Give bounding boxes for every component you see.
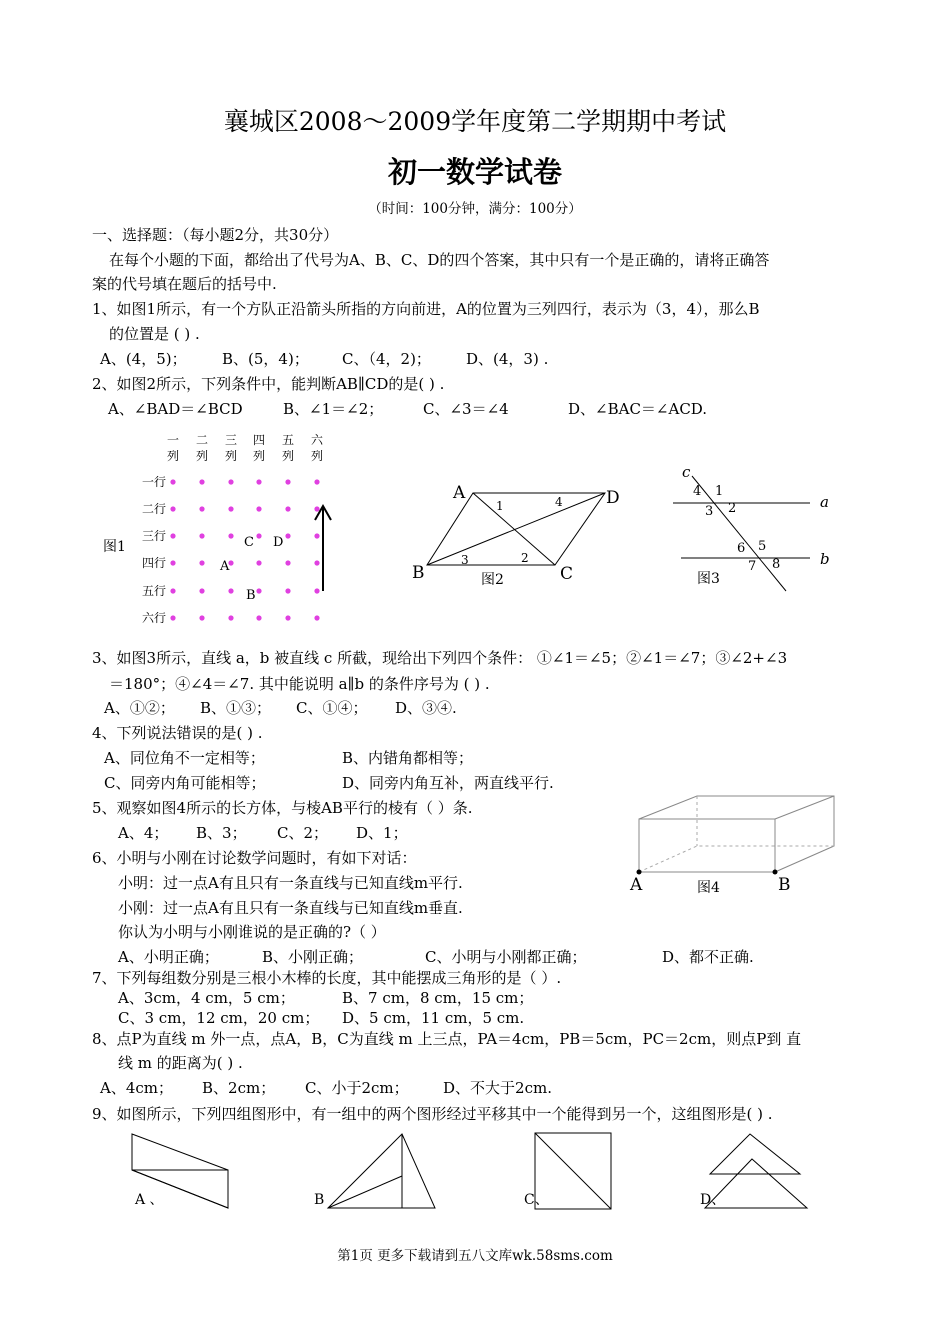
q6-option-c: C、小明与小刚都正确； [425, 948, 587, 966]
q1-option-a: A、(4，5)； [100, 350, 187, 368]
exam-title-line1: 襄城区2008～2009学年度第二学期期中考试 [223, 107, 727, 136]
q6-question: 你认为小明与小刚谁说的是正确的?（ ） [118, 923, 386, 941]
q1-line1: 1、如图1所示，有一个方队正沿箭头所指的方向前进，A的位置为三列四行，表示为（3，4），那么B [92, 300, 760, 318]
section-heading: 一、选择题：（每小题2分，共30分） [92, 226, 339, 244]
fig4-label-b: B [778, 875, 791, 895]
q9-figure-d [700, 1134, 807, 1208]
fig1-point-d: D [273, 535, 284, 550]
fig1-dot [228, 479, 233, 484]
q4-option-a: A、同位角不一定相等； [104, 749, 265, 767]
q8-option-a: A、4cm； [100, 1079, 174, 1097]
q4-line1: 4、下列说法错误的是( ) . [92, 724, 263, 742]
fig1-column-header: 列 [311, 449, 324, 463]
fig1-dot [285, 615, 290, 620]
q2-option-d: D、∠BAC＝∠ACD. [568, 400, 708, 418]
fig1-column-header: 列 [253, 449, 266, 463]
q9-figures [120, 1128, 840, 1218]
fig1-dot [285, 506, 290, 511]
q3-line2: ＝180°；④∠4＝∠7. 其中能说明 a∥b 的条件序号为 ( ) . [109, 675, 490, 693]
fig1-point-a: A [220, 559, 230, 574]
exam-title-line2: 初一数学试卷 [387, 155, 562, 189]
q7-option-b: B、7 cm，8 cm，15 cm； [342, 989, 534, 1007]
fig1-row-label: 五行 [142, 584, 167, 598]
fig1-dot [256, 506, 261, 511]
fig1-row-label: 一行 [142, 475, 167, 489]
q2-line1: 2、如图2所示，下列条件中，能判断AB∥CD的是( ) . [92, 375, 445, 393]
fig1-dot [285, 560, 290, 565]
q3-line1: 3、如图3所示，直线 a，b 被直线 c 所截，现给出下列四个条件： ①∠1＝∠5；②∠1＝∠7；③∠2+∠3 [92, 649, 788, 667]
fig1-column-header: 二 [196, 433, 209, 447]
q9-label-b: B [314, 1192, 325, 1208]
fig3-angle-7: 7 [748, 559, 757, 574]
fig1-row-label: 四行 [142, 556, 167, 570]
q5-line1: 5、观察如图4所示的长方体，与棱AB平行的棱有（ ）条. [92, 799, 473, 817]
fig3-angle-4: 4 [693, 484, 702, 499]
fig1-dot [256, 615, 261, 620]
fig1-column-header: 六 [311, 433, 324, 447]
fig2-vertex-d: D [606, 488, 620, 508]
q6-option-a: A、小明正确； [118, 948, 219, 966]
exam-time-info: （时间：100分钟，满分：100分） [368, 201, 582, 217]
q9-figure-b [314, 1134, 435, 1208]
figure-1 [98, 428, 348, 638]
page-footer: 第1页 更多下载请到五八文库wk.58sms.com [337, 1248, 613, 1264]
q9-line1: 9、如图所示，下列四组图形中，有一组中的两个图形经过平移其中一个能得到另一个，这组图形是( ) . [92, 1105, 773, 1123]
fig1-column-header: 列 [282, 449, 295, 463]
figure-3 [665, 460, 845, 595]
q3-option-b: B、①③； [200, 699, 272, 717]
fig2-angle-1: 1 [496, 499, 504, 513]
fig1-row-label: 六行 [142, 611, 167, 625]
q1-option-c: C、（4，2)； [342, 350, 431, 368]
q2-option-b: B、∠1＝∠2； [283, 400, 384, 418]
q8-line1: 8、点P为直线 m 外一点，点A，B，C为直线 m 上三点，PA＝4cm，PB＝5cm，PC＝2cm，则点P到 直 [92, 1030, 802, 1048]
fig3-line-b: b [820, 550, 830, 568]
fig1-dot [256, 479, 261, 484]
q5-option-c: C、2； [277, 824, 329, 842]
q4-option-d: D、同旁内角互补，两直线平行. [342, 774, 554, 792]
q2-option-c: C、∠3＝∠4 [423, 400, 509, 418]
fig1-dot [170, 615, 175, 620]
fig1-dot [228, 615, 233, 620]
fig1-dot [170, 479, 175, 484]
fig1-dot [314, 560, 319, 565]
fig1-row-label: 三行 [142, 529, 167, 543]
fig1-column-header: 列 [225, 449, 238, 463]
q6-line1: 6、小明与小刚在讨论数学问题时，有如下对话： [92, 849, 417, 867]
q1-line2: 的位置是 ( ) . [109, 325, 200, 343]
fig1-column-header: 列 [167, 449, 180, 463]
figure-2 [405, 478, 630, 590]
fig1-dot [170, 533, 175, 538]
fig4-caption: 图4 [697, 880, 720, 896]
fig3-caption: 图3 [697, 571, 720, 587]
fig2-vertex-a: A [453, 483, 466, 503]
q7-option-c: C、3 cm，12 cm，20 cm； [118, 1009, 320, 1027]
q9-figure-a [132, 1134, 228, 1208]
fig1-dot [199, 506, 204, 511]
figure-4 [625, 790, 845, 900]
q3-option-d: D、③④. [395, 699, 457, 717]
q8-line2: 线 m 的距离为( ) . [118, 1054, 243, 1072]
fig1-row-labels [142, 475, 166, 625]
fig3-angle-8: 8 [772, 557, 781, 572]
fig3-angle-1: 1 [715, 484, 724, 499]
fig1-dot [170, 560, 175, 565]
q6-xiaogang: 小刚：过一点A有且只有一条直线与已知直线m垂直. [118, 899, 463, 917]
fig2-angle-2: 2 [521, 551, 529, 565]
fig1-column-headers [167, 433, 324, 463]
fig1-dot [314, 588, 319, 593]
q9-label-c: C、 [524, 1192, 549, 1208]
fig1-dot [256, 560, 261, 565]
q9-label-d: D、 [700, 1192, 726, 1208]
q5-option-d: D、1； [356, 824, 408, 842]
fig1-dot [314, 479, 319, 484]
fig1-dot [256, 588, 261, 593]
q2-option-a: A、∠BAD＝∠BCD [108, 400, 243, 418]
q8-option-d: D、不大于2cm. [443, 1079, 552, 1097]
fig1-dot [256, 533, 261, 538]
fig1-dot [199, 615, 204, 620]
fig2-angle-4: 4 [555, 495, 563, 509]
q9-figure-c [524, 1133, 611, 1209]
q5-option-b: B、3； [196, 824, 247, 842]
q9-label-a: A 、 [135, 1192, 164, 1208]
fig1-column-header: 五 [282, 433, 295, 447]
fig1-dot [170, 588, 175, 593]
fig4-label-a: A [630, 875, 643, 895]
fig3-angle-6: 6 [737, 541, 746, 556]
fig2-caption: 图2 [481, 572, 504, 588]
instructions-line1: 在每个小题的下面，都给出了代号为A、B、C、D的四个答案，其中只有一个是正确的，请将正确答 [109, 251, 770, 269]
fig1-dot [314, 615, 319, 620]
fig1-dot-grid [170, 479, 319, 620]
fig3-angle-2: 2 [728, 501, 737, 516]
instructions-line2: 案的代号填在题后的括号中. [92, 275, 277, 293]
fig1-dot [285, 533, 290, 538]
fig1-dot [228, 533, 233, 538]
q7-option-a: A、3cm，4 cm，5 cm； [118, 989, 295, 1007]
q7-line1: 7、下列每组数分别是三根小木棒的长度，其中能摆成三角形的是（ ）. [92, 969, 562, 987]
fig1-column-header: 三 [225, 433, 238, 447]
q6-option-d: D、都不正确. [662, 948, 754, 966]
fig1-point-b: B [246, 588, 256, 603]
q4-option-c: C、同旁内角可能相等； [104, 774, 266, 792]
fig1-dot [314, 533, 319, 538]
q1-option-b: B、(5，4)； [222, 350, 309, 368]
q8-option-c: C、小于2cm； [305, 1079, 409, 1097]
fig1-column-header: 列 [196, 449, 209, 463]
fig1-caption: 图1 [103, 539, 126, 555]
fig1-dot [199, 533, 204, 538]
fig1-dot [199, 560, 204, 565]
fig3-angle-3: 3 [705, 504, 714, 519]
q5-option-a: A、4； [118, 824, 169, 842]
q8-option-b: B、2cm； [202, 1079, 276, 1097]
fig1-dot [228, 588, 233, 593]
fig1-dot [170, 506, 175, 511]
fig1-column-header: 四 [253, 433, 266, 447]
fig2-angle-3: 3 [461, 553, 469, 567]
q1-option-d: D、(4，3) . [466, 350, 549, 368]
fig1-dot [199, 588, 204, 593]
fig2-vertex-b: B [412, 563, 425, 583]
q6-xiaoming: 小明：过一点A有且只有一条直线与已知直线m平行. [118, 874, 463, 892]
q3-option-a: A、①②； [104, 699, 175, 717]
fig1-row-label: 二行 [142, 502, 167, 516]
fig3-angle-5: 5 [758, 539, 767, 554]
fig1-dot [285, 588, 290, 593]
fig1-dot [199, 479, 204, 484]
q4-option-b: B、内错角都相等； [342, 749, 474, 767]
fig1-dot [314, 506, 319, 511]
q6-option-b: B、小刚正确； [262, 948, 364, 966]
fig3-line-a: a [820, 493, 829, 511]
q7-option-d: D、5 cm，11 cm，5 cm. [342, 1009, 525, 1027]
q3-option-c: C、①④； [296, 699, 368, 717]
fig2-vertex-c: C [560, 564, 574, 584]
fig1-dot [285, 479, 290, 484]
fig1-point-c: C [244, 535, 254, 550]
fig3-line-c: c [682, 463, 691, 481]
fig1-dot [228, 506, 233, 511]
fig1-column-header: 一 [167, 433, 180, 447]
